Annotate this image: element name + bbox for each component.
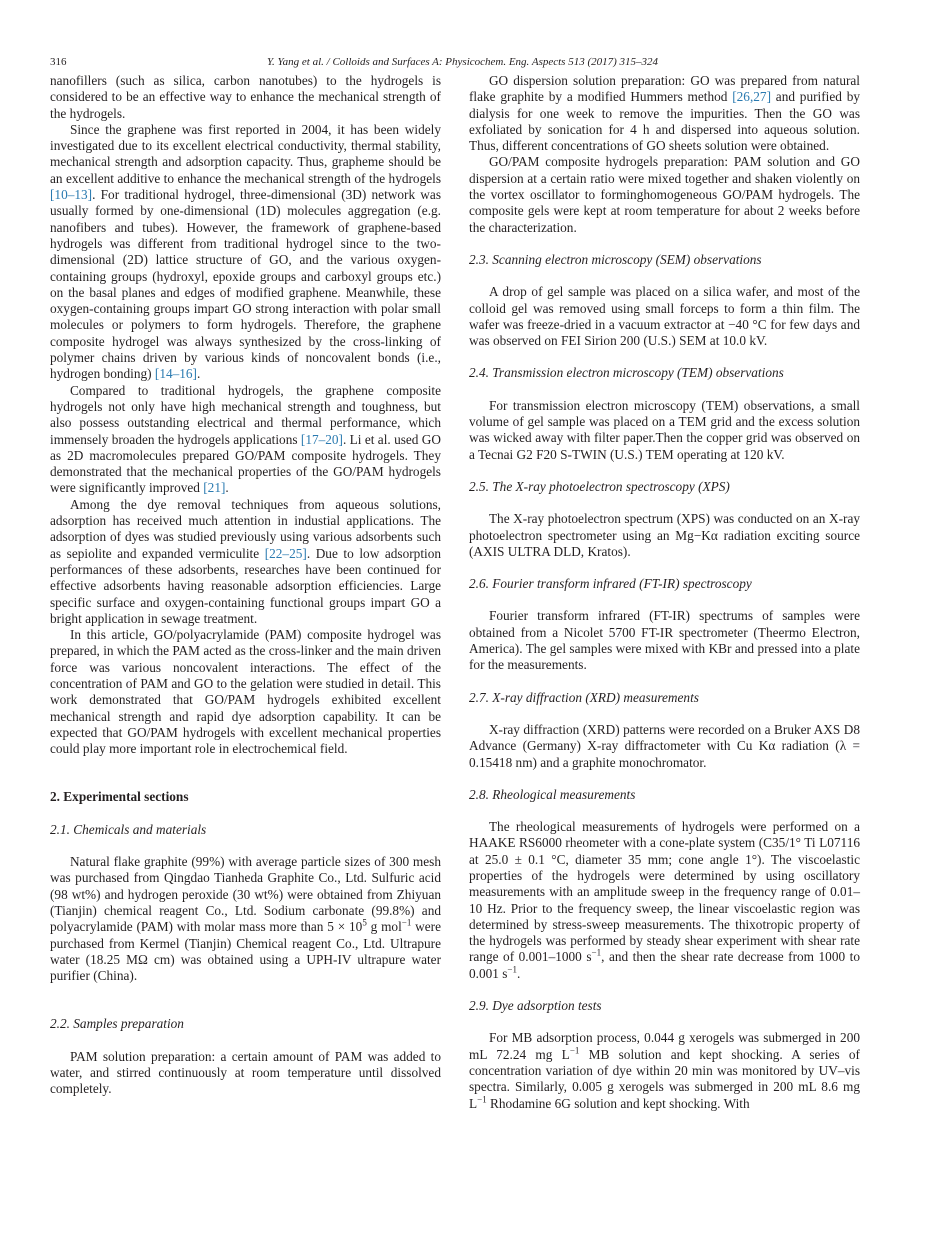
text-run: . [225, 480, 229, 496]
text-run: . [197, 366, 201, 382]
paragraph [50, 73, 441, 122]
text-run: . Due to low adsorption performances of these adsorbents, researches have been continued for effective adsorbents having reasonable adsorption efficiencies. Large specific surface and oxygen-containing functional groups impart GO a bright application in sewage treatment. [50, 545, 442, 626]
text-run: For MB adsorption process, 0.044 g xerogels was submerged in 200 mL 72.24 mg L [469, 1030, 860, 1062]
text-run: Compared to traditional hydrogels, the graphene composite hydrogels not only have high mechanical strength and toughness, but also possess outstanding electrical and thermal performance, which immensely broaden the hydrogels applications [50, 382, 441, 447]
subsection-heading: 2.7. X-ray diffraction (XRD) measurements [469, 689, 699, 705]
text-run: Rhodamine 6G solution and kept shocking. With [486, 1095, 750, 1111]
superscript: −1 [569, 1045, 580, 1056]
paragraph [469, 511, 860, 560]
text-run: were purchased from Kermel (Tianjin) Chemical reagent Co., Ltd. Ultrapure water (18.25 MΩ cm) was obtained using a UPH-IV ultrapure water purifier (China). [50, 919, 441, 984]
text-run: and purified by dialysis for one week to remove the impurities. Then the GO was exfoliated by sonication for 4 h and dispersed into aqueous solution. Thus, different concentrations of GO sheets solution were obtained. [469, 89, 860, 154]
text-run: Natural flake graphite (99%) with average particle sizes of 300 mesh was purchased from Qingdao Tianheda Graphite Co., Ltd. Sulfuric acid (98 wt%) and hydrogen peroxide (30 wt%) were obtained from Zhiyuan (Tianjin) chemical reagent Co., Ltd. Sodium carbonate (99.8%) and polyacrylamide (PAM) with molar mass more than 5 × 10 [50, 854, 441, 935]
text-run: g mol [366, 919, 402, 935]
superscript: 5 [362, 917, 367, 928]
left-column [50, 73, 441, 1098]
subsection-heading: 2.5. The X-ray photoelectron spectroscopy (XPS) [469, 478, 730, 494]
citation-link[interactable]: [21] [203, 480, 226, 496]
citation-link[interactable]: [26,27] [732, 89, 772, 105]
citation-link[interactable]: [17–20] [300, 431, 343, 447]
text-run: X-ray diffraction (XRD) patterns were recorded on a Bruker AXS D8 Advance (Germany) X-ray diffractometer with Cu Kα radiation (λ = 0.15418 nm) and a graphite monochromator. [469, 721, 860, 770]
text-run: nanofillers (such as silica, carbon nanotubes) to the hydrogels is considered to be an effective way to enhance the mechanical strength of the hydrogels. [50, 73, 441, 121]
paragraph [469, 1030, 860, 1111]
text-run: The rheological measurements of hydrogels were performed on a HAAKE RS6000 rheometer with a cone-plate system (C35/1° Ti L07116 at 25.0 ± 0.1 °C, diameter 35 mm; cone angle 1°). The viscoelastic properties of the hydrogels were determined by using oscillatory measurements with an amplitude sweep in the frequency range of 0.01–10 Hz. Prior to the frequency sweep, the linear viscoelastic region was determined by stress-sweep measurements. The thixotropic property of the hydrogels was performed by steady shear experiment with shear rate range of 0.001–1000 s [469, 819, 860, 965]
citation-link[interactable]: [14–16] [154, 366, 197, 382]
paragraph [469, 819, 860, 982]
superscript: −1 [401, 917, 412, 928]
page-number: 316 [50, 56, 67, 68]
superscript: −1 [477, 1094, 487, 1105]
text-run: GO dispersion solution preparation: GO was prepared from natural flake graphite by a modified Hummers method [469, 73, 860, 105]
paragraph [50, 854, 441, 984]
subsection-heading: 2.2. Samples preparation [50, 1016, 184, 1032]
text-run: Fourier transform infrared (FT-IR) spectrums of samples were obtained from a Nicolet 5700 FT-IR spectrometer (Theermo Electron, America). The gel samples were mixed with KBr and pressed into a plate for the measurements. [469, 608, 860, 673]
superscript: −1 [591, 948, 602, 959]
paragraph [50, 122, 441, 383]
subsection-heading: 2.6. Fourier transform infrared (FT-IR) spectroscopy [469, 576, 752, 592]
paragraph [50, 383, 441, 497]
subsection-heading: 2.4. Transmission electron microscopy (TEM) observations [469, 365, 784, 381]
text-run: A drop of gel sample was placed on a silica wafer, and most of the colloid gel was removed using small forceps to form a thin film. The wafer was freeze-dried in a vacuum extractor at −40 °C for few days and was observed on FEI Sirion 200 (U.S.) SEM at 10.0 kV. [469, 284, 860, 349]
subsection-heading: 2.9. Dye adsorption tests [469, 998, 602, 1014]
paragraph [469, 154, 860, 235]
text-run: . For traditional hydrogel, three-dimensional (3D) network was usually formed by one-dimensional (1D) molecules aggregation (e.g. nanofibers and tubes). However, the framework of graphene-based hydrogels was different from traditional hydrogel since to the two-dimensional (2D) lattice structure of GO, and the various oxygen-containing groups (hydroxyl, epoxide groups and carboxyl groups etc.) on the basal planes and edges of modified graphene. Meanwhile, these oxygen-containing groups impart GO strong interaction with polar small molecules or polymers to form hydrogels. Therefore, the graphene composite hydrogel was always synthesized by the cross-linking of polymer chains driven by various kinds of noncovalent bonds (i.e., hydrogen bonding) [50, 187, 441, 382]
citation-link[interactable]: [22–25] [264, 545, 307, 561]
paragraph [50, 497, 441, 627]
text-run: . Li et al. used GO as 2D macromolecules prepared GO/PAM composite hydrogels. They demonstrated that the mechanical properties of the GO/PAM hydrogels were significantly improved [50, 431, 442, 496]
text-run: Among the dye removal techniques from aqueous solutions, adsorption has received much attention in industial applications. The adsorption of dyes was studied previously using various adsorbents such as sepiolite and expanded vermiculite [50, 496, 441, 561]
text-run: Since the graphene was first reported in 2004, it has been widely investigated due to its excellent electrical conductivity, thermal stability, mechanical strength and adsorption capacity. Thus, grapheme should be an excellent additive to enhance the mechanical strength of the hydrogels [50, 121, 441, 186]
running-header: Y. Yang et al. / Colloids and Surfaces A: Physicochem. Eng. Aspects 513 (2017) 315–324 [266, 56, 659, 68]
text-run: . [517, 965, 521, 981]
paragraph [469, 398, 860, 463]
superscript: −1 [507, 964, 517, 975]
text-run: PAM solution preparation: a certain amount of PAM was added to water, and stirred continuously at room temperature until dissolved completely. [50, 1048, 441, 1097]
subsection-heading: 2.1. Chemicals and materials [50, 821, 207, 837]
paragraph [50, 627, 441, 757]
text-run: MB solution and kept shocking. A series of concentration variation of dye within 20 min was monitored by UV–vis spectra. Similarly, 0.005 g xerogels was submerged in 200 mL 8.6 mg L [469, 1046, 860, 1111]
text-run: GO/PAM composite hydrogels preparation: PAM solution and GO dispersion at a certain ratio were mixed together and shaken violently on the vortex oscillator to forminghomogeneous GO/PAM hydrogels. The composite gels were kept at room temperature for about 2 weeks before the characterization. [469, 154, 860, 235]
paragraph [469, 722, 860, 771]
paragraph [50, 1049, 441, 1098]
text-run: The X-ray photoelectron spectrum (XPS) was conducted on an X-ray photoelectron spectrometer using an Mg−Kα radiation exciting source (AXIS ULTRA DLD, Kratos). [469, 511, 860, 559]
subsection-heading: 2.8. Rheological measurements [469, 786, 636, 802]
right-column [469, 73, 860, 1112]
text-run: For transmission electron microscopy (TEM) observations, a small volume of gel sample was placed on a TEM grid and the excess solution was wicked away with filter paper.Then the copper grid was observed on a Tecnai G2 F20 S-TWIN (U.S.) TEM operating at 120 kV. [469, 397, 860, 462]
text-run: In this article, GO/polyacrylamide (PAM) composite hydrogel was prepared, in which the PAM acted as the cross-linker and the main driven force was various noncovalent interactions. The effect of the concentration of PAM and GO to the gelation were studied in detail. This work demonstrated that GO/PAM hydrogels exhibited excellent mechanical strength and rapid dye adsorption capability. It can be expected that GO/PAM hydrogels with excellent mechanical properties could play more important role in electrochemical field. [50, 627, 441, 757]
section-heading: 2. Experimental sections [50, 789, 189, 805]
paragraph [469, 73, 860, 154]
citation-link[interactable]: [10–13] [50, 187, 93, 203]
paragraph [469, 608, 860, 673]
text-run: , and then the shear rate decrease from 1000 to 0.001 s [469, 949, 860, 981]
paragraph [469, 284, 860, 349]
subsection-heading: 2.3. Scanning electron microscopy (SEM) observations [469, 251, 762, 267]
